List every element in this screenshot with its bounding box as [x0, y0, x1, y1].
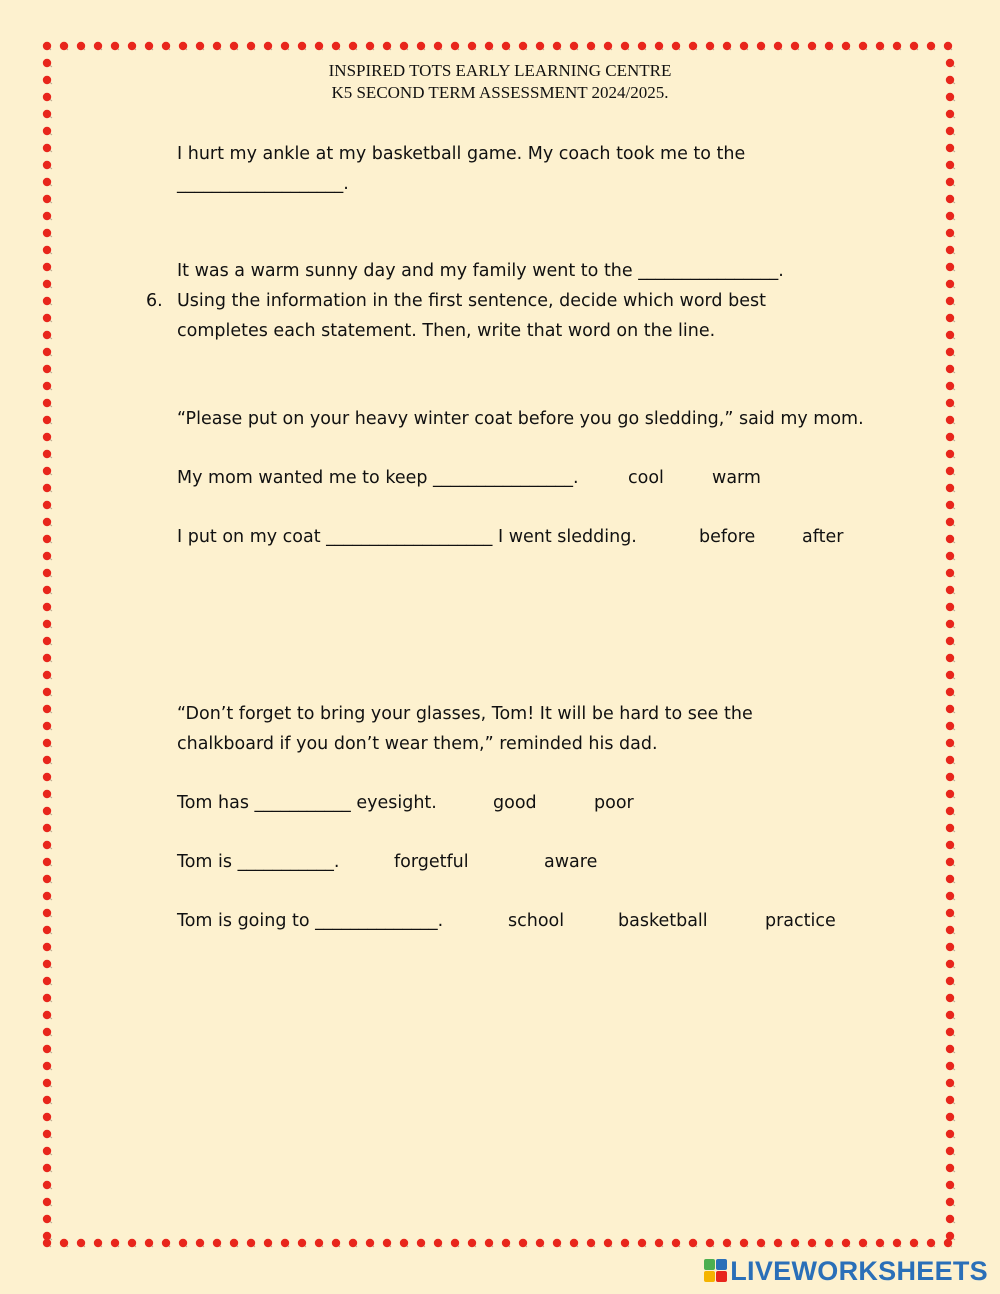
option-school[interactable]: school	[508, 911, 565, 931]
option-forgetful[interactable]: forgetful	[394, 852, 469, 872]
sentence-ankle: I hurt my ankle at my basketball game. My coach took me to the	[177, 144, 746, 164]
item-coat-sentence[interactable]: I put on my coat ___________________ I went sledding.	[177, 527, 637, 547]
liveworksheets-logo-icon	[704, 1259, 728, 1283]
option-after[interactable]: after	[802, 527, 844, 547]
school-name: INSPIRED TOTS EARLY LEARNING CENTRE	[328, 61, 672, 80]
sentence-sunny-day: It was a warm sunny day and my family went to the ________________.	[177, 261, 784, 281]
passage-glasses-quote-line-2: chalkboard if you don’t wear them,” reminded his dad.	[177, 734, 658, 754]
question-number: 6.	[146, 291, 163, 311]
item-keep-sentence[interactable]: My mom wanted me to keep ________________.	[177, 468, 579, 488]
item-tom-is-sentence[interactable]: Tom is ___________.	[177, 852, 340, 872]
question-instruction-line-1: Using the information in the first sentence, decide which word best	[177, 291, 766, 311]
option-cool[interactable]: cool	[628, 468, 664, 488]
answer-blank-ankle[interactable]: ___________________.	[177, 174, 349, 194]
question-instruction-line-2: completes each statement. Then, write that word on the line.	[177, 321, 716, 341]
option-practice[interactable]: practice	[765, 911, 836, 931]
passage-glasses-quote-line-1: “Don’t forget to bring your glasses, Tom! It will be hard to see the	[177, 704, 753, 724]
option-good[interactable]: good	[493, 793, 537, 813]
option-basketball[interactable]: basketball	[618, 911, 708, 931]
liveworksheets-brand[interactable]	[704, 1256, 988, 1286]
item-going-to-sentence[interactable]: Tom is going to ______________.	[177, 911, 444, 931]
option-warm[interactable]: warm	[712, 468, 761, 488]
option-poor[interactable]: poor	[594, 793, 634, 813]
item-eyesight-sentence[interactable]: Tom has ___________ eyesight.	[177, 793, 437, 813]
passage-winter-coat-quote: “Please put on your heavy winter coat before you go sledding,” said my mom.	[177, 409, 864, 429]
option-aware[interactable]: aware	[544, 852, 598, 872]
brand-name: LIVEWORKSHEETS	[730, 1255, 988, 1286]
option-before[interactable]: before	[699, 527, 756, 547]
assessment-title: K5 SECOND TERM ASSESSMENT 2024/2025.	[331, 83, 669, 102]
